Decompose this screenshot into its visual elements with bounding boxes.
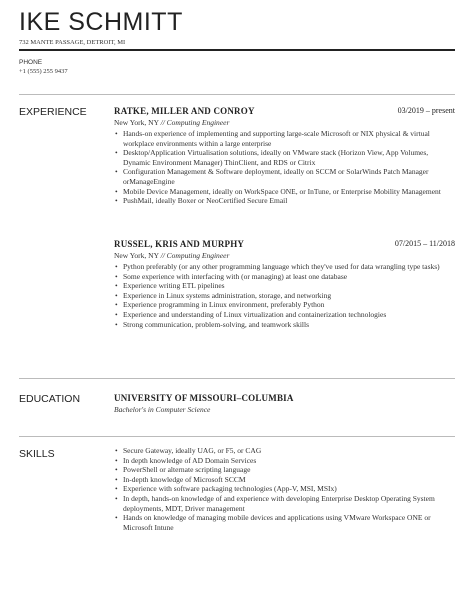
skills-entry <box>114 444 455 532</box>
section-divider <box>19 94 455 95</box>
employer-name: RATKE, MILLER AND CONROY <box>114 106 255 116</box>
list-item: • In depth, hands-on knowledge of and experience with developing Enterprise Desktop Operating System deployments, MDT, Driver management <box>123 494 455 513</box>
school-name: UNIVERSITY OF MISSOURI–COLUMBIA <box>114 393 294 403</box>
job-location-line <box>114 251 455 260</box>
job-dates: 07/2015 – 11/2018 <box>394 239 455 248</box>
education-entry <box>114 393 455 414</box>
education-heading: EDUCATION <box>19 393 81 405</box>
list-item: • Experience and understanding of Linux virtualization and containerization technologies <box>123 310 455 320</box>
list-item: • In depth knowledge of AD Domain Services <box>123 456 455 466</box>
list-item: • PowerShell or alternate scripting language <box>123 465 455 475</box>
section-divider <box>19 436 455 437</box>
candidate-address: 732 MANTE PASSAGE, DETROIT, MI <box>19 39 126 46</box>
list-item: • Experience with software packaging technologies (App-V, MSI, MSIx) <box>123 484 455 494</box>
job-entry <box>114 239 455 329</box>
job-location-line <box>114 118 455 127</box>
job-bullets <box>114 129 455 206</box>
degree: Bachelor's in Computer Science <box>114 405 211 414</box>
job-title: Computing Engineer <box>166 251 230 260</box>
list-item: • Hands on knowledge of managing mobile devices and applications using VMware Workspace ONE or Microsoft Intune <box>123 513 455 532</box>
list-item: • Mobile Device Management, ideally on WorkSpace ONE, or InTune, or Enterprise Mobility Management <box>123 187 455 197</box>
list-item: • Experience writing ETL pipelines <box>123 281 455 291</box>
phone-label: PHONE <box>19 59 43 66</box>
job-location: New York, NY <box>114 118 159 127</box>
list-item: • Experience programming in Linux environment, preferably Python <box>123 300 455 310</box>
list-item: • Experience in Linux systems administration, storage, and networking <box>123 291 455 301</box>
job-separator: // <box>160 118 167 127</box>
job-location: New York, NY <box>114 251 159 260</box>
list-item: • Python preferably (or any other programming language which they've used for data wrangling type tasks) <box>123 262 455 272</box>
list-item: • PushMail, ideally Boxer or NeoCertified Secure Email <box>123 196 455 206</box>
section-divider <box>19 378 455 379</box>
employer-name: RUSSEL, KRIS AND MURPHY <box>114 239 245 249</box>
list-item: • Some experience with interfacing with (or managing) at least one database <box>123 272 455 282</box>
candidate-name: IKE SCHMITT <box>19 8 183 36</box>
job-bullets <box>114 262 455 329</box>
job-separator: // <box>160 251 167 260</box>
job-title: Computing Engineer <box>166 118 230 127</box>
skills-list <box>114 446 455 532</box>
list-item: • Strong communication, problem-solving, and teamwork skills <box>123 320 455 330</box>
list-item: • Configuration Management & Software deployment, ideally on SCCM or SolarWinds Patch Manager orManageEngine <box>123 167 455 186</box>
job-dates: 03/2019 – present <box>397 106 455 115</box>
skills-heading: SKILLS <box>19 448 55 460</box>
job-entry <box>114 106 455 206</box>
experience-heading: EXPERIENCE <box>19 106 87 118</box>
header-divider <box>19 49 455 51</box>
list-item: • Secure Gateway, ideally UAG, or F5, or CAG <box>123 446 455 456</box>
list-item: • Desktop/Application Virtualisation solutions, ideally on VMware stack (Horizon View, App Volumes, Dynamic Environment Manager) ThinClient, and RDS or Citrix <box>123 148 455 167</box>
phone-number: +1 (555) 255 9437 <box>19 68 68 75</box>
list-item: • In-depth knowledge of Microsoft SCCM <box>123 475 455 485</box>
list-item: • Hands-on experience of implementing and supporting large-scale Microsoft or NIX physical & virtual workplace environments within a large enterprise <box>123 129 455 148</box>
